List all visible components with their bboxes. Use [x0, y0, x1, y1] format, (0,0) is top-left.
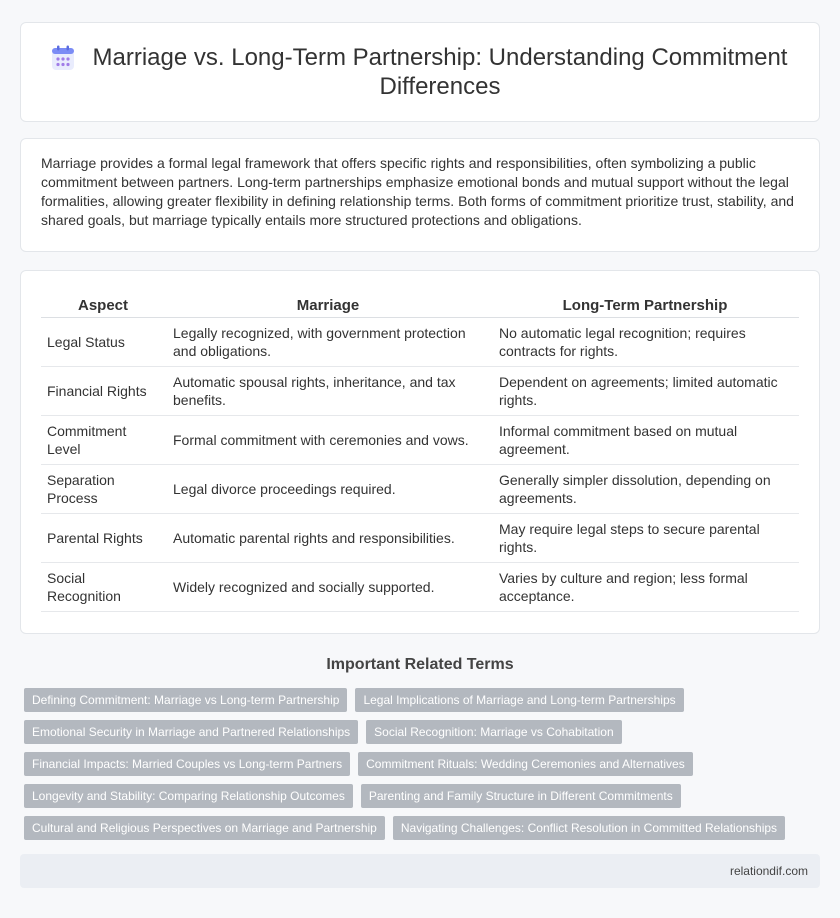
- summary-text: Marriage provides a formal legal framework that offers specific rights and responsibilities, often symbolizing a public commitment between partners. Long-term partnerships emphasize emotional bonds and mutual support without the legal formalities, allowing greater flexibility in defining relationship terms. Both forms of commitment prioritize trust, stability, and shared goals, but marriage typically entails more structured protections and obligations.: [41, 155, 794, 228]
- title-card: [20, 22, 820, 122]
- header-aspect: Aspect: [41, 291, 165, 318]
- related-term-tag[interactable]: Emotional Security in Marriage and Partnered Relationships: [24, 720, 358, 744]
- cell-marriage: Legally recognized, with government protection and obligations.: [165, 318, 491, 367]
- header-long-term-partnership: Long-Term Partnership: [491, 291, 799, 318]
- table-row: [41, 367, 799, 416]
- comparison-table: [41, 291, 799, 612]
- cell-partnership: Informal commitment based on mutual agreement.: [491, 416, 799, 465]
- related-term-tag[interactable]: Longevity and Stability: Comparing Relationship Outcomes: [24, 784, 353, 808]
- related-term-tag[interactable]: Parenting and Family Structure in Different Commitments: [361, 784, 681, 808]
- cell-aspect: Commitment Level: [41, 416, 165, 465]
- cell-partnership: May require legal steps to secure parental rights.: [491, 514, 799, 563]
- cell-partnership: Generally simpler dissolution, depending on agreements.: [491, 465, 799, 514]
- footer: [20, 854, 820, 888]
- table-row: [41, 465, 799, 514]
- related-term-tag[interactable]: Social Recognition: Marriage vs Cohabitation: [366, 720, 621, 744]
- table-row: [41, 514, 799, 563]
- cell-partnership: Dependent on agreements; limited automatic rights.: [491, 367, 799, 416]
- cell-aspect: Financial Rights: [41, 367, 165, 416]
- related-term-tag[interactable]: Financial Impacts: Married Couples vs Long-term Partners: [24, 752, 350, 776]
- calendar-icon: [51, 45, 75, 71]
- cell-marriage: Formal commitment with ceremonies and vows.: [165, 416, 491, 465]
- cell-aspect: Social Recognition: [41, 563, 165, 612]
- footer-site-link[interactable]: relationdif.com: [729, 864, 808, 878]
- cell-marriage: Automatic spousal rights, inheritance, and tax benefits.: [165, 367, 491, 416]
- header-marriage: Marriage: [165, 291, 491, 318]
- cell-partnership: Varies by culture and region; less formal acceptance.: [491, 563, 799, 612]
- related-term-tag[interactable]: Navigating Challenges: Conflict Resolution in Committed Relationships: [393, 816, 785, 840]
- cell-marriage: Legal divorce proceedings required.: [165, 465, 491, 514]
- cell-partnership: No automatic legal recognition; requires contracts for rights.: [491, 318, 799, 367]
- cell-marriage: Widely recognized and socially supported.: [165, 563, 491, 612]
- related-terms-title: Important Related Terms: [326, 656, 514, 673]
- comparison-table-card: [20, 270, 820, 634]
- cell-aspect: Separation Process: [41, 465, 165, 514]
- related-term-tag[interactable]: Legal Implications of Marriage and Long-term Partnerships: [355, 688, 683, 712]
- related-term-tag[interactable]: Cultural and Religious Perspectives on Marriage and Partnership: [24, 816, 385, 840]
- table-row: [41, 416, 799, 465]
- cell-aspect: Legal Status: [41, 318, 165, 367]
- summary-card: [20, 138, 820, 252]
- cell-marriage: Automatic parental rights and responsibilities.: [165, 514, 491, 563]
- related-terms-list: [24, 688, 804, 840]
- table-row: [41, 318, 799, 367]
- cell-aspect: Parental Rights: [41, 514, 165, 563]
- table-row: [41, 563, 799, 612]
- related-term-tag[interactable]: Commitment Rituals: Wedding Ceremonies and Alternatives: [358, 752, 693, 776]
- page-title: Marriage vs. Long-Term Partnership: Understanding Commitment Differences: [92, 44, 788, 100]
- table-header-row: [41, 291, 799, 318]
- related-term-tag[interactable]: Defining Commitment: Marriage vs Long-term Partnership: [24, 688, 347, 712]
